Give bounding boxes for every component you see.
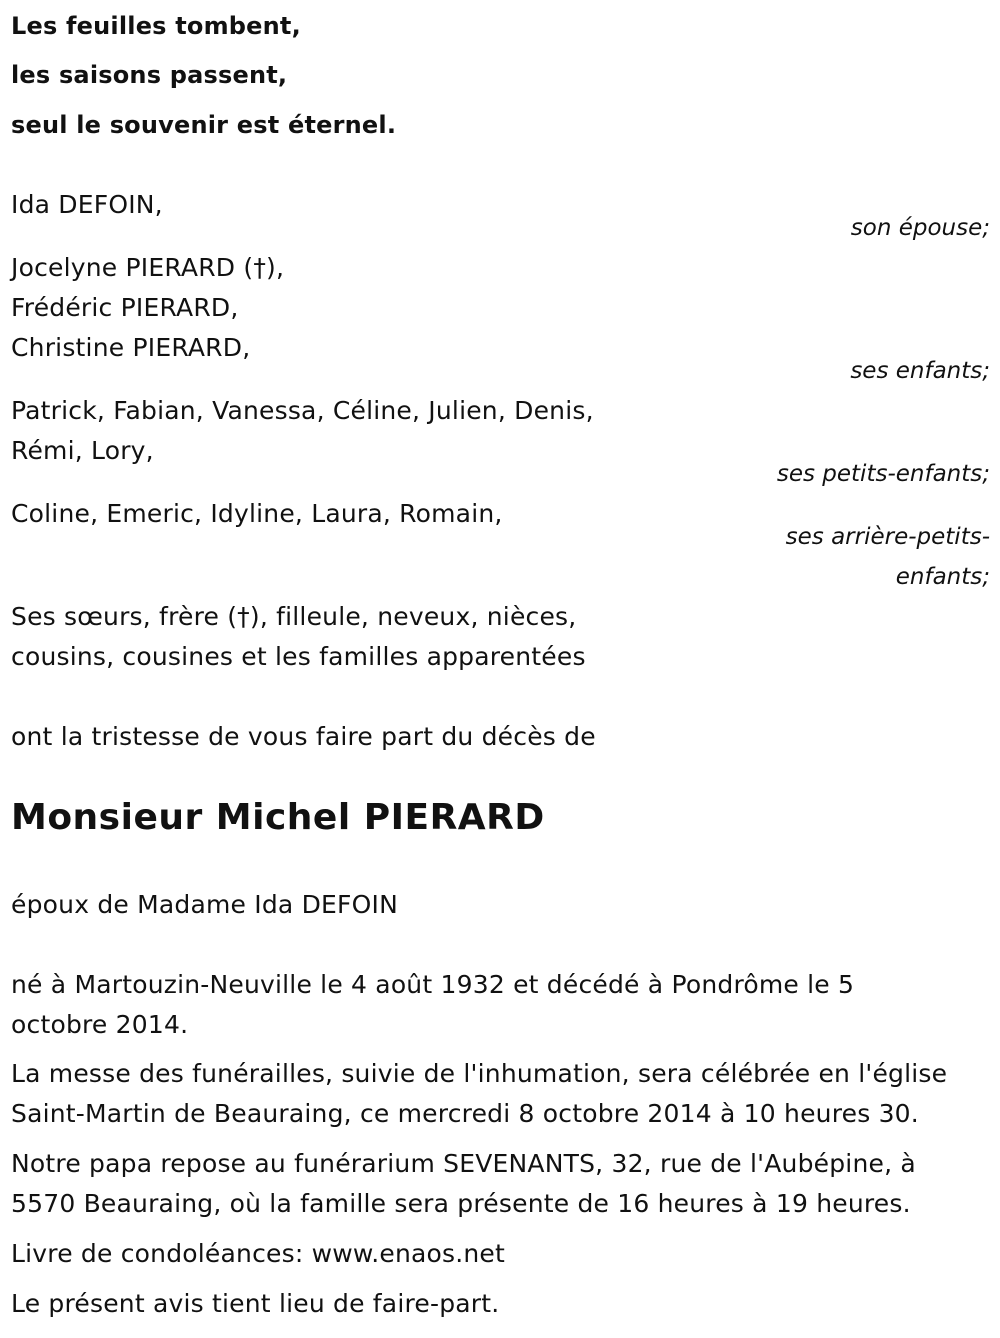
poem-line-2: les saisons passent, xyxy=(11,61,288,89)
great-grandchildren: Coline, Emeric, Idyline, Laura, Romain, xyxy=(11,499,503,528)
grandchildren-line-1: Patrick, Fabian, Vanessa, Céline, Julien, Denis, xyxy=(11,396,594,425)
visitation-line-1: Notre papa repose au funérarium SEVENANTS, 32, rue de l'Aubépine, à xyxy=(11,1149,916,1178)
spouse-role: son épouse; xyxy=(850,215,990,241)
grandchildren-role: ses petits-enfants; xyxy=(776,461,990,487)
birth-death-line-1: né à Martouzin-Neuville le 4 août 1932 et décédé à Pondrôme le 5 xyxy=(11,970,855,999)
child-2: Frédéric PIERARD, xyxy=(11,293,239,322)
spouse-of: époux de Madame Ida DEFOIN xyxy=(11,890,398,919)
announcement: ont la tristesse de vous faire part du décès de xyxy=(11,722,596,751)
child-1: Jocelyne PIERARD (†), xyxy=(11,253,285,282)
condolences: Livre de condoléances: www.enaos.net xyxy=(11,1239,506,1268)
children-role: ses enfants; xyxy=(850,358,990,384)
great-grandchildren-role-1: ses arrière-petits- xyxy=(785,524,990,550)
poem-line-1: Les feuilles tombent, xyxy=(11,12,301,40)
notice: Le présent avis tient lieu de faire-part. xyxy=(11,1289,500,1318)
poem-line-3: seul le souvenir est éternel. xyxy=(11,111,397,139)
great-grandchildren-role-2: enfants; xyxy=(895,564,990,590)
birth-death-line-2: octobre 2014. xyxy=(11,1010,189,1039)
grandchildren-line-2: Rémi, Lory, xyxy=(11,436,154,465)
funeral-line-2: Saint-Martin de Beauraing, ce mercredi 8 octobre 2014 à 10 heures 30. xyxy=(11,1099,919,1128)
deceased-name: Monsieur Michel PIERARD xyxy=(11,797,545,838)
relatives-line-1: Ses sœurs, frère (†), filleule, neveux, nièces, xyxy=(11,602,577,631)
spouse-name: Ida DEFOIN, xyxy=(11,190,163,219)
relatives-line-2: cousins, cousines et les familles apparentées xyxy=(11,642,586,671)
funeral-line-1: La messe des funérailles, suivie de l'inhumation, sera célébrée en l'église xyxy=(11,1059,948,1088)
visitation-line-2: 5570 Beauraing, où la famille sera présente de 16 heures à 19 heures. xyxy=(11,1189,911,1218)
child-3: Christine PIERARD, xyxy=(11,333,251,362)
